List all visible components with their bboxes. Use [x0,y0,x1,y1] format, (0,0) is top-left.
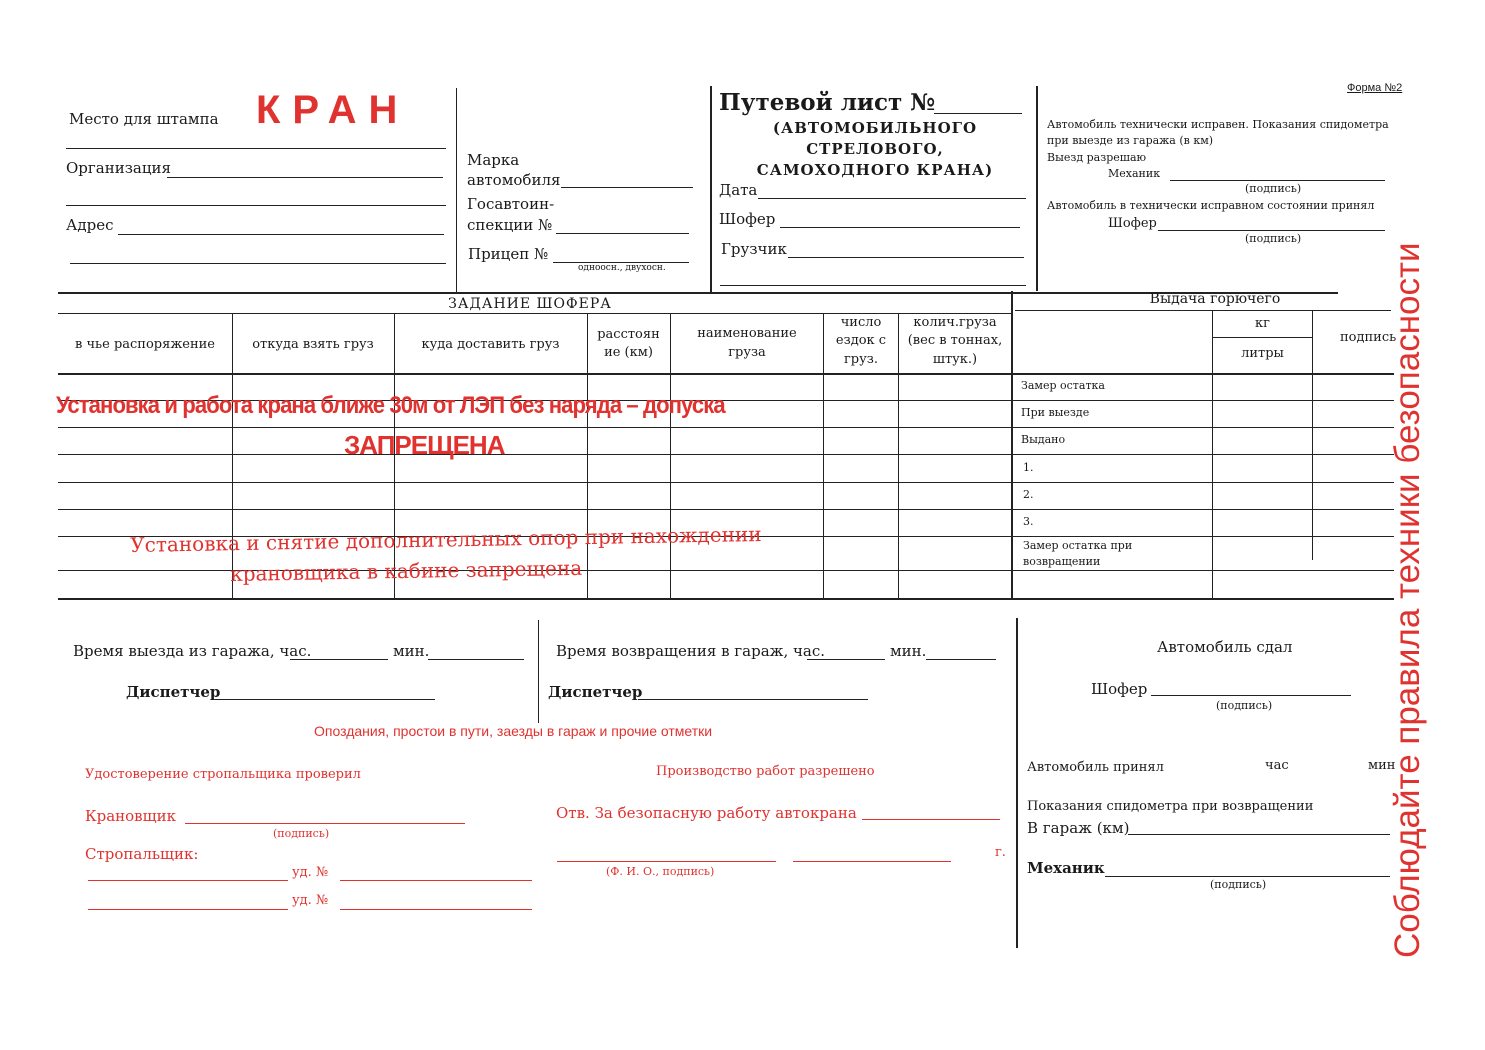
warning-stamp-line-2: ЗАПРЕЩЕНА [344,430,505,460]
waybill-number-field[interactable] [934,113,1022,114]
fuel-liters-header: литры [1241,346,1284,361]
responsible-label: Отв. За безопасную работу автокрана [556,804,857,822]
organization-label: Организация [66,159,171,177]
fuel-title: Выдача горючего [1149,291,1281,307]
driver-handed-signature-note: (подпись) [1216,699,1273,712]
col-line-5 [823,313,824,600]
address-field-2[interactable] [70,263,446,264]
exit-min-label: мин. [393,642,430,660]
dispatcher-label: Диспетчер [126,683,221,701]
form-number: Форма №2 [1347,82,1403,94]
signature-note-top: (подпись) [1245,182,1302,195]
loader-field-2[interactable] [720,285,1026,286]
bottom-divider-1 [538,620,539,723]
mechanic-signature-field[interactable] [1170,180,1385,181]
col-header-5b: груза [728,345,766,360]
tech-ok-1: Автомобиль технически исправен. Показания спидометра [1047,118,1389,131]
speedometer-label-2: В гараж (км) [1027,819,1130,837]
fuel-kg-header: кг [1255,316,1270,331]
driver-field[interactable] [780,227,1020,228]
row-line-5 [58,509,1394,510]
organization-field[interactable] [167,177,443,178]
col-header-1: в чье распоряжение [75,337,215,352]
year-label: г. [995,845,1006,860]
responsible-date-field[interactable] [793,861,951,862]
loader-label: Грузчик [721,240,787,258]
col-line-1 [232,313,233,600]
mechanic-bottom-signature-note: (подпись) [1210,878,1267,891]
mechanic-label-top: Механик [1108,167,1161,180]
waybill-sub-2: СТРЕЛОВОГО, [806,140,944,158]
table-bottom-border [58,598,1394,600]
return-time-label: Время возвращения в гараж, час. [556,642,826,660]
gosavto-label-2: спекции № [467,216,553,234]
crane-operator-field[interactable] [185,823,465,824]
driver-right-field[interactable] [1158,230,1385,231]
waybill-sub-3: САМОХОДНОГО КРАНА) [756,161,994,179]
car-accepted-min: мин [1368,758,1396,773]
car-accepted-hour: час [1265,758,1289,773]
fio-note: (Ф. И. О., подпись) [606,865,715,878]
col-header-2: откуда взять груз [252,337,374,352]
col-line-4 [670,313,671,600]
header-divider-1 [456,88,457,293]
fuel-row-1: 1. [1023,461,1034,474]
crane-title: КРАН [256,88,410,132]
row-line-2 [58,427,1394,428]
warning-stamp-line-1: Установка и работа крана ближе 30м от ЛЭП без наряда – допуска [56,392,725,419]
header-divider-2 [710,86,712,293]
slinger-id-label-1: уд. № [292,865,329,880]
return-hour-field[interactable] [807,659,885,660]
col-line-7 [1011,291,1013,600]
task-title: ЗАДАНИЕ ШОФЕРА [448,296,612,312]
fuel-row-3: 3. [1023,515,1034,528]
fuel-row-balance: Замер остатка [1021,379,1105,392]
dispatcher-label-2: Диспетчер [548,683,643,701]
fuel-kg-line [1212,337,1312,338]
row-line-4 [58,482,1394,483]
responsible-fio-field[interactable] [557,861,776,862]
exit-time-label: Время выезда из гаража, час. [73,642,312,660]
address-field[interactable] [118,234,444,235]
dispatcher-field-2[interactable] [638,699,868,700]
col-header-4a: расстоян [597,327,660,342]
car-brand-label-1: Марка [467,151,520,169]
col-header-6a: число [840,315,882,330]
accepted-text: Автомобиль в технически исправном состоянии принял [1047,199,1375,212]
slinger-id-field-2[interactable] [340,909,532,910]
date-field[interactable] [758,198,1026,199]
waybill-title: Путевой лист № [719,89,936,116]
return-min-field[interactable] [926,659,996,660]
fuel-row-return-1: Замер остатка при [1023,539,1133,552]
exit-allowed: Выезд разрешаю [1047,151,1147,164]
slinger-name-field-1[interactable] [88,880,288,881]
warning-stamp-line-4: крановщика в кабине запрещена [230,555,583,586]
col-line-3 [587,313,588,600]
date-label: Дата [719,181,758,199]
col-header-7b: (вес в тоннах, [907,333,1003,348]
bottom-divider-2 [1016,618,1018,948]
col-header-6b: ездок с [835,333,887,348]
address-label: Адрес [66,216,114,234]
mechanic-bottom-label: Механик [1027,859,1105,877]
car-accepted-label: Автомобиль принял [1027,760,1164,775]
driver-handed-field[interactable] [1151,695,1351,696]
col-line-9 [1312,310,1313,560]
fuel-row-departure: При выезде [1021,406,1090,419]
col-line-6 [898,313,899,600]
col-header-6c: груз. [843,352,878,367]
trailer-label: Прицеп № [468,245,549,263]
slinger-cert-label: Удостоверение стропальщика проверил [85,767,361,782]
gosavto-label-1: Госавтоин- [467,195,555,213]
col-header-3: куда доставить груз [421,337,560,352]
col-line-8 [1212,310,1213,600]
header-divider-3 [1036,86,1038,291]
slinger-id-label-2: уд. № [292,893,329,908]
crane-operator-label: Крановщик [85,807,176,825]
fuel-row-2: 2. [1023,488,1034,501]
driver-right-label: Шофер [1108,216,1157,231]
mechanic-bottom-field[interactable] [1105,876,1390,877]
return-min-label: мин. [890,642,927,660]
row-line-3 [58,454,1394,455]
fuel-row-return-2: возвращении [1023,555,1101,568]
safety-rules-vertical: Соблюдайте правила техники безопасности [1388,242,1427,958]
fuel-row-issued: Выдано [1021,433,1066,446]
waybill-sub-1: (АВТОМОБИЛЬНОГО [772,119,978,137]
speedometer-field[interactable] [1128,834,1390,835]
organization-field-2[interactable] [66,205,446,206]
col-header-7a: колич.груза [913,315,997,330]
slinger-id-field-1[interactable] [340,880,532,881]
exit-hour-field[interactable] [290,659,388,660]
col-header-4b: ие (км) [604,345,653,360]
fuel-signature-header: подпись [1340,330,1397,345]
slinger-name-field-2[interactable] [88,909,288,910]
car-handed-label: Автомобиль сдал [1157,638,1293,656]
warning-stamp-line-3: Установка и снятие дополнительных опор при нахождении [130,521,762,557]
exit-min-field[interactable] [428,659,524,660]
car-brand-label-2: автомобиля [467,171,561,189]
tech-ok-2: при выезде из гаража (в км) [1047,134,1214,147]
header-bottom-line [58,373,1394,375]
works-allowed-label: Производство работ разрешено [656,764,875,779]
slinger-label: Стропальщик: [85,845,199,863]
task-title-line [58,313,1013,314]
gosavto-field[interactable] [556,233,689,234]
col-header-7c: штук.) [932,352,978,367]
loader-field[interactable] [788,257,1024,258]
driver-handed-label: Шофер [1091,680,1148,698]
stamp-place-label: Место для штампа [69,110,219,128]
fuel-title-line [1015,310,1391,311]
delays-note: Опоздания, простои в пути, заезды в гараж и прочие отметки [314,723,713,739]
dispatcher-field[interactable] [215,699,435,700]
trailer-note: одноосн., двухосн. [578,263,666,273]
crane-operator-signature-note: (подпись) [273,827,330,840]
signature-note-top-2: (подпись) [1245,232,1302,245]
stamp-line [66,148,446,149]
car-brand-field[interactable] [561,187,693,188]
col-header-5a: наименование [697,326,797,341]
speedometer-label-1: Показания спидометра при возвращении [1027,799,1314,814]
driver-label: Шофер [719,210,776,228]
responsible-field[interactable] [862,819,1000,820]
